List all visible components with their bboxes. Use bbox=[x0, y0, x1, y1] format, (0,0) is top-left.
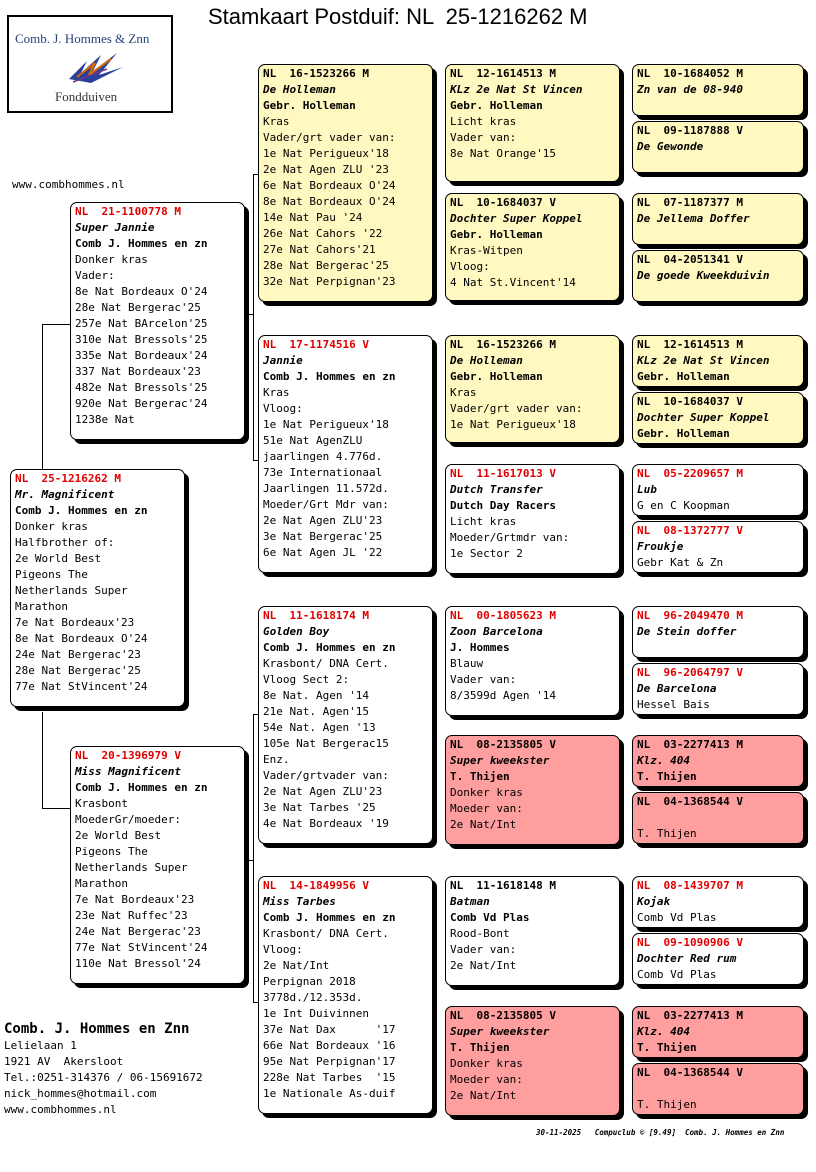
info-line: 8e Nat Bordeaux O'24 bbox=[15, 632, 148, 645]
info-line: 1238e Nat bbox=[75, 413, 135, 426]
owner-name: Comb Vd Plas bbox=[450, 911, 530, 924]
info-line: Comb Vd Plas bbox=[637, 911, 717, 924]
info-line: 32e Nat Perpignan'23 bbox=[263, 275, 396, 288]
connector-line bbox=[253, 714, 254, 1002]
pedigree-card-p6[interactable] bbox=[258, 876, 433, 1114]
breeder-name: Comb. J. Hommes en Znn bbox=[4, 1021, 190, 1037]
info-line: Krasbont/ DNA Cert. bbox=[263, 657, 389, 670]
pedigree-card-p24[interactable] bbox=[632, 663, 804, 715]
info-line: 8e Nat. Agen '14 bbox=[263, 689, 369, 702]
owner-name: T. Thijen bbox=[637, 1041, 697, 1054]
pedigree-card-p14[interactable] bbox=[445, 1006, 620, 1116]
info-line: 4e Nat Bordeaux '19 bbox=[263, 817, 389, 830]
info-line: 105e Nat Bergerac15 bbox=[263, 737, 389, 750]
pigeon-name: De Stein doffer bbox=[637, 625, 737, 638]
info-line: 3e Nat Tarbes '25 bbox=[263, 801, 376, 814]
ring-number: NL 25-1216262 M bbox=[15, 472, 121, 485]
ring-number: NL 08-2135805 V bbox=[450, 1009, 556, 1022]
info-line: 2e World Best bbox=[15, 552, 102, 565]
info-line: Vloog: bbox=[263, 402, 303, 415]
pigeon-name: De Holleman bbox=[263, 83, 336, 96]
pedigree-card-p25[interactable] bbox=[632, 735, 804, 787]
info-line: Krasbont bbox=[75, 797, 128, 810]
ring-number: NL 17-1174516 V bbox=[263, 338, 369, 351]
pedigree-card-p7[interactable] bbox=[445, 64, 620, 182]
info-line: 228e Nat Tarbes '15 bbox=[263, 1071, 396, 1084]
pigeon-logo-icon bbox=[67, 49, 127, 85]
pedigree-card-p28[interactable] bbox=[632, 933, 804, 985]
pedigree-card-p19[interactable] bbox=[632, 335, 804, 387]
pigeon-name: De Holleman bbox=[450, 354, 523, 367]
info-line: Licht kras bbox=[450, 515, 517, 528]
info-line: 73e Internationaal bbox=[263, 466, 383, 479]
info-line: Krasbont/ DNA Cert. bbox=[263, 927, 389, 940]
ring-number: NL 11-1617013 V bbox=[450, 467, 556, 480]
owner-name: Comb J. Hommes en zn bbox=[263, 641, 396, 654]
owner-name: Gebr. Holleman bbox=[263, 99, 356, 112]
pigeon-name: Lub bbox=[637, 483, 657, 496]
pigeon-name: Zn van de 08-940 bbox=[637, 83, 743, 96]
info-line: Vloog: bbox=[263, 943, 303, 956]
info-line: Vader van: bbox=[450, 673, 517, 686]
pigeon-name: Kojak bbox=[637, 895, 671, 908]
ring-number: NL 04-2051341 V bbox=[637, 253, 743, 266]
info-line: G en C Koopman bbox=[637, 499, 730, 512]
info-line: Pigeons The bbox=[15, 568, 88, 581]
info-line: Vloog Sect 2: bbox=[263, 673, 350, 686]
pigeon-name: Dochter Super Koppel bbox=[450, 212, 583, 225]
ring-number: NL 00-1805623 M bbox=[450, 609, 556, 622]
pedigree-card-p23[interactable] bbox=[632, 606, 804, 658]
info-line: 920e Nat Bergerac'24 bbox=[75, 397, 208, 410]
ring-number: NL 07-1187377 M bbox=[637, 196, 743, 209]
info-line: 110e Nat Bressol'24 bbox=[75, 957, 201, 970]
ring-number: NL 10-1684052 M bbox=[637, 67, 743, 80]
info-line: 8e Nat Bordeaux O'24 bbox=[75, 285, 208, 298]
ring-number: NL 08-1372777 V bbox=[637, 524, 743, 537]
info-line: MoederGr/moeder: bbox=[75, 813, 181, 826]
ring-number: NL 16-1523266 M bbox=[263, 67, 369, 80]
info-line: jaarlingen 4.776d. bbox=[263, 450, 383, 463]
info-line: T. Thijen bbox=[637, 1098, 697, 1111]
info-line: 2e World Best bbox=[75, 829, 162, 842]
info-line: Rood-Bont bbox=[450, 927, 510, 940]
info-line: Blauw bbox=[450, 657, 484, 670]
owner-name: J. Hommes bbox=[450, 641, 510, 654]
pedigree-card-p15[interactable] bbox=[632, 64, 804, 116]
info-line: Vader/grt vader van: bbox=[263, 131, 396, 144]
info-line: 1e Int Duivinnen bbox=[263, 1007, 369, 1020]
info-line: Vloog: bbox=[450, 260, 490, 273]
owner-name: T. Thijen bbox=[637, 770, 697, 783]
pigeon-name: Klz. 404 bbox=[637, 754, 690, 767]
info-line: 257e Nat BArcelon'25 bbox=[75, 317, 208, 330]
info-line bbox=[637, 1081, 799, 1097]
print-credit: 30-11-2025 Compuclub © [9.49] Comb. J. Hommes en Znn bbox=[536, 1128, 785, 1137]
pedigree-card-p17[interactable] bbox=[632, 193, 804, 245]
pedigree-card-p5[interactable] bbox=[258, 606, 433, 844]
info-line: 37e Nat Dax '17 bbox=[263, 1023, 396, 1036]
pigeon-name: De Barcelona bbox=[637, 682, 717, 695]
info-line: 28e Nat Bergerac'25 bbox=[263, 259, 389, 272]
ring-number: NL 11-1618148 M bbox=[450, 879, 556, 892]
info-line: 7e Nat Bordeaux'23 bbox=[75, 893, 195, 906]
address-line: Lelielaan 1 bbox=[4, 1039, 77, 1052]
info-line: 4 Nat St.Vincent'14 bbox=[450, 276, 576, 289]
pigeon-name: De Gewonde bbox=[637, 140, 704, 153]
pigeon-name: Dutch Transfer bbox=[450, 483, 543, 496]
info-line: 3e Nat Bergerac'25 bbox=[263, 530, 383, 543]
pedigree-card-p11[interactable] bbox=[445, 606, 620, 716]
pedigree-card-p12[interactable] bbox=[445, 735, 620, 845]
info-line: 2e Nat Agen ZLU'23 bbox=[263, 785, 383, 798]
info-line: 1e Nat Perigueux'18 bbox=[263, 147, 389, 160]
info-line: 2e Nat Agen ZLU '23 bbox=[263, 163, 389, 176]
pedigree-card-p4[interactable] bbox=[258, 335, 433, 573]
ring-number: NL 03-2277413 M bbox=[637, 738, 743, 751]
ring-number: NL 09-1187888 V bbox=[637, 124, 743, 137]
info-line: Jaarlingen 11.572d. bbox=[263, 482, 389, 495]
info-line: 6e Nat Agen JL '22 bbox=[263, 546, 383, 559]
info-line: Marathon bbox=[75, 877, 128, 890]
info-line: 27e Nat Cahors'21 bbox=[263, 243, 376, 256]
phone-line: Tel.:0251-314376 / 06-15691672 bbox=[4, 1071, 203, 1084]
pigeon-name: Super kweekster bbox=[450, 1025, 550, 1038]
pedigree-card-p26[interactable] bbox=[632, 792, 804, 844]
pedigree-card-p21[interactable] bbox=[632, 464, 804, 516]
owner-name: Comb J. Hommes en zn bbox=[75, 237, 208, 250]
pedigree-card-p9[interactable] bbox=[445, 335, 620, 443]
connector-line bbox=[42, 324, 43, 470]
info-line: 51e Nat AgenZLU bbox=[263, 434, 363, 447]
pedigree-card-p0[interactable] bbox=[10, 469, 185, 707]
info-line: 1e Sector 2 bbox=[450, 547, 523, 560]
info-line: Gebr Kat & Zn bbox=[637, 556, 724, 569]
owner-name: Gebr. Holleman bbox=[450, 370, 543, 383]
pedigree-card-p27[interactable] bbox=[632, 876, 804, 928]
pigeon-name: Klz. 404 bbox=[637, 1025, 690, 1038]
owner-name: Gebr. Holleman bbox=[637, 427, 730, 440]
info-line: 95e Nat Perpignan'17 bbox=[263, 1055, 396, 1068]
connector-line bbox=[42, 808, 71, 809]
pigeon-name: De goede Kweekduivin bbox=[637, 269, 770, 282]
pigeon-name: Miss Tarbes bbox=[263, 895, 336, 908]
info-line: Vader/grt vader van: bbox=[450, 402, 583, 415]
pigeon-name: Dochter Red rum bbox=[637, 952, 737, 965]
info-line: Moeder/Grt Mdr van: bbox=[263, 498, 389, 511]
info-line: Donker kras bbox=[450, 786, 523, 799]
ring-number: NL 08-2135805 V bbox=[450, 738, 556, 751]
pigeon-name: Zoon Barcelona bbox=[450, 625, 543, 638]
pigeon-name: Jannie bbox=[263, 354, 303, 367]
info-line: 24e Nat Bergerac'23 bbox=[75, 925, 201, 938]
owner-name: Comb J. Hommes en zn bbox=[75, 781, 208, 794]
pedigree-card-p13[interactable] bbox=[445, 876, 620, 986]
email-link[interactable]: nick_hommes@hotmail.com bbox=[4, 1087, 157, 1100]
info-line: Perpignan 2018 bbox=[263, 975, 356, 988]
owner-name: Comb J. Hommes en zn bbox=[263, 370, 396, 383]
info-line: Comb Vd Plas bbox=[637, 968, 717, 981]
pedigree-card-p16[interactable] bbox=[632, 121, 804, 173]
pigeon-name: Super kweekster bbox=[450, 754, 550, 767]
pigeon-name: KLz 2e Nat St Vincen bbox=[450, 83, 583, 96]
info-line: 24e Nat Bergerac'23 bbox=[15, 648, 141, 661]
info-line: Vader van: bbox=[450, 943, 517, 956]
logo-text: Comb. J. Hommes & Znn bbox=[15, 31, 150, 46]
owner-name: Dutch Day Racers bbox=[450, 499, 556, 512]
owner-name: T. Thijen bbox=[450, 1041, 510, 1054]
info-line: Kras bbox=[263, 386, 290, 399]
info-line: 2e Nat Agen ZLU'23 bbox=[263, 514, 383, 527]
pedigree-card-p30[interactable] bbox=[632, 1063, 804, 1115]
ring-number: NL 05-2209657 M bbox=[637, 467, 743, 480]
pedigree-card-p10[interactable] bbox=[445, 464, 620, 574]
info-line: Hessel Bais bbox=[637, 698, 710, 711]
info-line: Kras bbox=[450, 386, 477, 399]
pigeon-name: De Jellema Doffer bbox=[637, 212, 750, 225]
ring-number: NL 21-1100778 M bbox=[75, 205, 181, 218]
info-line: 28e Nat Bergerac'25 bbox=[75, 301, 201, 314]
page-title: Stamkaart Postduif: NL 25-1216262 M bbox=[208, 4, 588, 29]
info-line: Moeder van: bbox=[450, 1073, 523, 1086]
info-line: 337 Nat Bordeaux'23 bbox=[75, 365, 201, 378]
pedigree-card-p22[interactable] bbox=[632, 521, 804, 573]
pigeon-name: Froukje bbox=[637, 540, 684, 553]
owner-name: Comb J. Hommes en zn bbox=[263, 911, 396, 924]
info-line: Vader: bbox=[75, 269, 115, 282]
ring-number: NL 20-1396979 V bbox=[75, 749, 181, 762]
info-line: 77e Nat StVincent'24 bbox=[15, 680, 148, 693]
ring-number: NL 04-1368544 V bbox=[637, 1066, 743, 1079]
info-line: Licht kras bbox=[450, 115, 517, 128]
pigeon-name: Miss Magnificent bbox=[75, 765, 181, 778]
ring-number: NL 09-1090906 V bbox=[637, 936, 743, 949]
ring-number: NL 11-1618174 M bbox=[263, 609, 369, 622]
info-line: 2e Nat/Int bbox=[450, 1089, 517, 1102]
pigeon-name: Mr. Magnificent bbox=[15, 488, 115, 501]
owner-name: T. Thijen bbox=[450, 770, 510, 783]
info-line: 2e Nat/Int bbox=[450, 959, 517, 972]
info-line: 66e Nat Bordeaux '16 bbox=[263, 1039, 396, 1052]
info-line: 7e Nat Bordeaux'23 bbox=[15, 616, 135, 629]
info-line bbox=[637, 810, 799, 826]
pedigree-card-p1[interactable] bbox=[70, 202, 245, 440]
info-line: Marathon bbox=[15, 600, 68, 613]
info-line: Enz. bbox=[263, 753, 290, 766]
ring-number: NL 04-1368544 V bbox=[637, 795, 743, 808]
info-line: Moeder/Grtmdr van: bbox=[450, 531, 570, 544]
info-line: 77e Nat StVincent'24 bbox=[75, 941, 208, 954]
info-line: 8e Nat Bordeaux O'24 bbox=[263, 195, 396, 208]
connector-line bbox=[42, 324, 71, 325]
owner-name: Gebr. Holleman bbox=[450, 228, 543, 241]
info-line: 23e Nat Ruffec'23 bbox=[75, 909, 188, 922]
website-link-footer[interactable]: www.combhommes.nl bbox=[4, 1103, 117, 1116]
ring-number: NL 12-1614513 M bbox=[637, 338, 743, 351]
info-line: 26e Nat Cahors '22 bbox=[263, 227, 383, 240]
info-line: Donker kras bbox=[75, 253, 148, 266]
info-line: 8/3599d Agen '14 bbox=[450, 689, 556, 702]
pedigree-card-p18[interactable] bbox=[632, 250, 804, 302]
info-line: 21e Nat. Agen'15 bbox=[263, 705, 369, 718]
pedigree-card-p3[interactable] bbox=[258, 64, 433, 302]
info-line: 14e Nat Pau '24 bbox=[263, 211, 363, 224]
ring-number: NL 12-1614513 M bbox=[450, 67, 556, 80]
postal-line: 1921 AV Akersloot bbox=[4, 1055, 124, 1068]
ring-number: NL 03-2277413 M bbox=[637, 1009, 743, 1022]
owner-name: Gebr. Holleman bbox=[450, 99, 543, 112]
info-line: Donker kras bbox=[15, 520, 88, 533]
pigeon-name: KLz 2e Nat St Vincen bbox=[637, 354, 770, 367]
info-line: 310e Nat Bressols'25 bbox=[75, 333, 208, 346]
pigeon-name: Batman bbox=[450, 895, 490, 908]
info-line: 482e Nat Bressols'25 bbox=[75, 381, 208, 394]
info-line: Netherlands Super bbox=[75, 861, 188, 874]
info-line: Donker kras bbox=[450, 1057, 523, 1070]
info-line: 1e Nationale As-duif bbox=[263, 1087, 396, 1100]
info-line: Vader/grtvader van: bbox=[263, 769, 389, 782]
ring-number: NL 08-1439707 M bbox=[637, 879, 743, 892]
info-line: Kras-Witpen bbox=[450, 244, 523, 257]
ring-number: NL 10-1684037 V bbox=[450, 196, 556, 209]
info-line: 1e Nat Perigueux'18 bbox=[450, 418, 576, 431]
info-line: Halfbrother of: bbox=[15, 536, 115, 549]
connector-line bbox=[253, 174, 254, 460]
owner-name: Comb J. Hommes en zn bbox=[15, 504, 148, 517]
info-line: 54e Nat. Agen '13 bbox=[263, 721, 376, 734]
ring-number: NL 96-2064797 V bbox=[637, 666, 743, 679]
info-line: Vader van: bbox=[450, 131, 517, 144]
info-line: T. Thijen bbox=[637, 827, 697, 840]
pigeon-name: Super Jannie bbox=[75, 221, 155, 234]
pedigree-card-p2[interactable] bbox=[70, 746, 245, 984]
info-line: 8e Nat Orange'15 bbox=[450, 147, 556, 160]
logo-subtitle: Fondduiven bbox=[55, 89, 118, 104]
connector-line bbox=[245, 314, 254, 315]
connector-line bbox=[245, 860, 254, 861]
pedigree-card-p29[interactable] bbox=[632, 1006, 804, 1058]
owner-name: Gebr. Holleman bbox=[637, 370, 730, 383]
ring-number: NL 96-2049470 M bbox=[637, 609, 743, 622]
pedigree-card-p20[interactable] bbox=[632, 392, 804, 444]
info-line: Kras bbox=[263, 115, 290, 128]
pigeon-name: Dochter Super Koppel bbox=[637, 411, 770, 424]
connector-line bbox=[42, 712, 43, 808]
ring-number: NL 14-1849956 V bbox=[263, 879, 369, 892]
pedigree-card-p8[interactable] bbox=[445, 193, 620, 301]
info-line: 2e Nat/Int bbox=[450, 818, 517, 831]
info-line: Pigeons The bbox=[75, 845, 148, 858]
ring-number: NL 16-1523266 M bbox=[450, 338, 556, 351]
ring-number: NL 10-1684037 V bbox=[637, 395, 743, 408]
info-line: 335e Nat Bordeaux'24 bbox=[75, 349, 208, 362]
pigeon-name: Golden Boy bbox=[263, 625, 330, 638]
info-line: 1e Nat Perigueux'18 bbox=[263, 418, 389, 431]
info-line: 2e Nat/Int bbox=[263, 959, 330, 972]
info-line: 28e Nat Bergerac'25 bbox=[15, 664, 141, 677]
logo bbox=[7, 15, 173, 113]
info-line: Netherlands Super bbox=[15, 584, 128, 597]
info-line: 6e Nat Bordeaux O'24 bbox=[263, 179, 396, 192]
info-line: Moeder van: bbox=[450, 802, 523, 815]
info-line: 3778d./12.353d. bbox=[263, 991, 363, 1004]
website-link[interactable]: www.combhommes.nl bbox=[12, 178, 125, 191]
breeder-contact bbox=[4, 1020, 203, 1118]
